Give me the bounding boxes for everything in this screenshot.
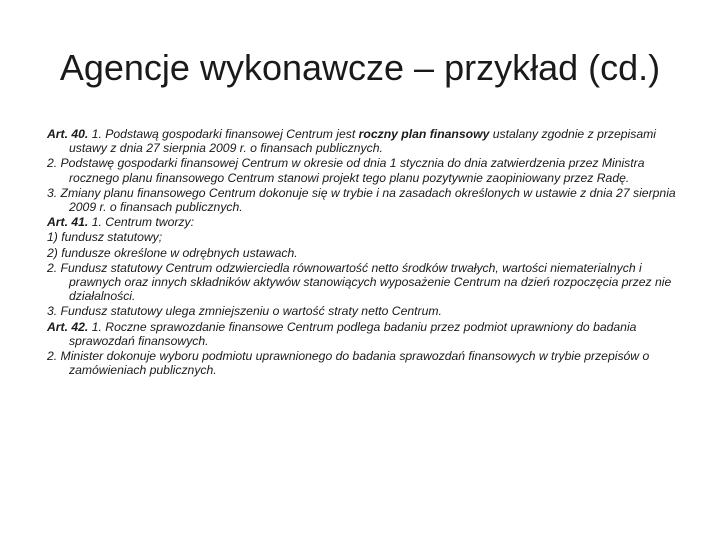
body-paragraph <box>47 156 687 184</box>
body-paragraph <box>47 304 687 318</box>
body-paragraph <box>47 261 687 304</box>
body-paragraph <box>47 127 687 155</box>
paragraph-text: 2. Fundusz statutowy Centrum odzwierciedla równowartość netto środków trwałych, wartości niematerialnych i prawnych oraz innych składników aktywów stanowiących wyposażenie Centrum na dzień rozpoczęcia przez nie działalności. <box>47 260 672 304</box>
paragraph-text: 1. Centrum tworzy: <box>91 215 194 230</box>
body-paragraph <box>47 215 687 229</box>
slide-title: Agencje wykonawcze – przykład (cd.) <box>59 47 661 88</box>
paragraph-text: 1. Roczne sprawozdanie finansowe Centrum podlega badaniu przez podmiot uprawniony do badania sprawozdań finansowych. <box>69 319 637 348</box>
paragraph-text: 3. Zmiany planu finansowego Centrum dokonuje się w trybie i na zasadach określonych w ustawie z dnia 27 sierpnia 2009 r. o finansach publicznych. <box>47 185 676 215</box>
paragraph-bold-text: Art. 42. <box>47 319 92 334</box>
paragraph-text: 2) fundusze określone w odrębnych ustawach. <box>47 245 298 260</box>
slide-body <box>47 127 687 378</box>
paragraph-text: 3. Fundusz statutowy ulega zmniejszeniu o wartość straty netto Centrum. <box>47 304 442 319</box>
body-paragraph <box>47 230 687 244</box>
body-paragraph <box>47 246 687 260</box>
body-paragraph <box>47 186 687 214</box>
paragraph-text: 1. Podstawą gospodarki finansowej Centrum jest <box>91 127 359 141</box>
paragraph-text: ustalany zgodnie z przepisami ustawy z dnia 27 sierpnia 2009 r. o finansach publicznych. <box>69 127 656 156</box>
body-paragraph <box>47 320 687 348</box>
body-paragraph <box>47 349 687 377</box>
paragraph-text: 1) fundusz statutowy; <box>47 230 163 245</box>
paragraph-bold-text: Art. 40. <box>47 127 92 141</box>
paragraph-text: 2. Minister dokonuje wyboru podmiotu uprawnionego do badania sprawozdań finansowych w trybie przepisów o zamówieniach publicznych. <box>47 349 650 378</box>
paragraph-bold-text: Art. 41. <box>47 215 92 230</box>
paragraph-bold-text: roczny plan finansowy <box>358 127 490 141</box>
paragraph-text: 2. Podstawę gospodarki finansowej Centrum w okresie od dnia 1 stycznia do dnia zatwierdzenia przez Ministra rocznego planu finansowego Centrum stanowi projekt tego planu pozytywnie zaopiniowany przez Radę. <box>47 156 645 185</box>
